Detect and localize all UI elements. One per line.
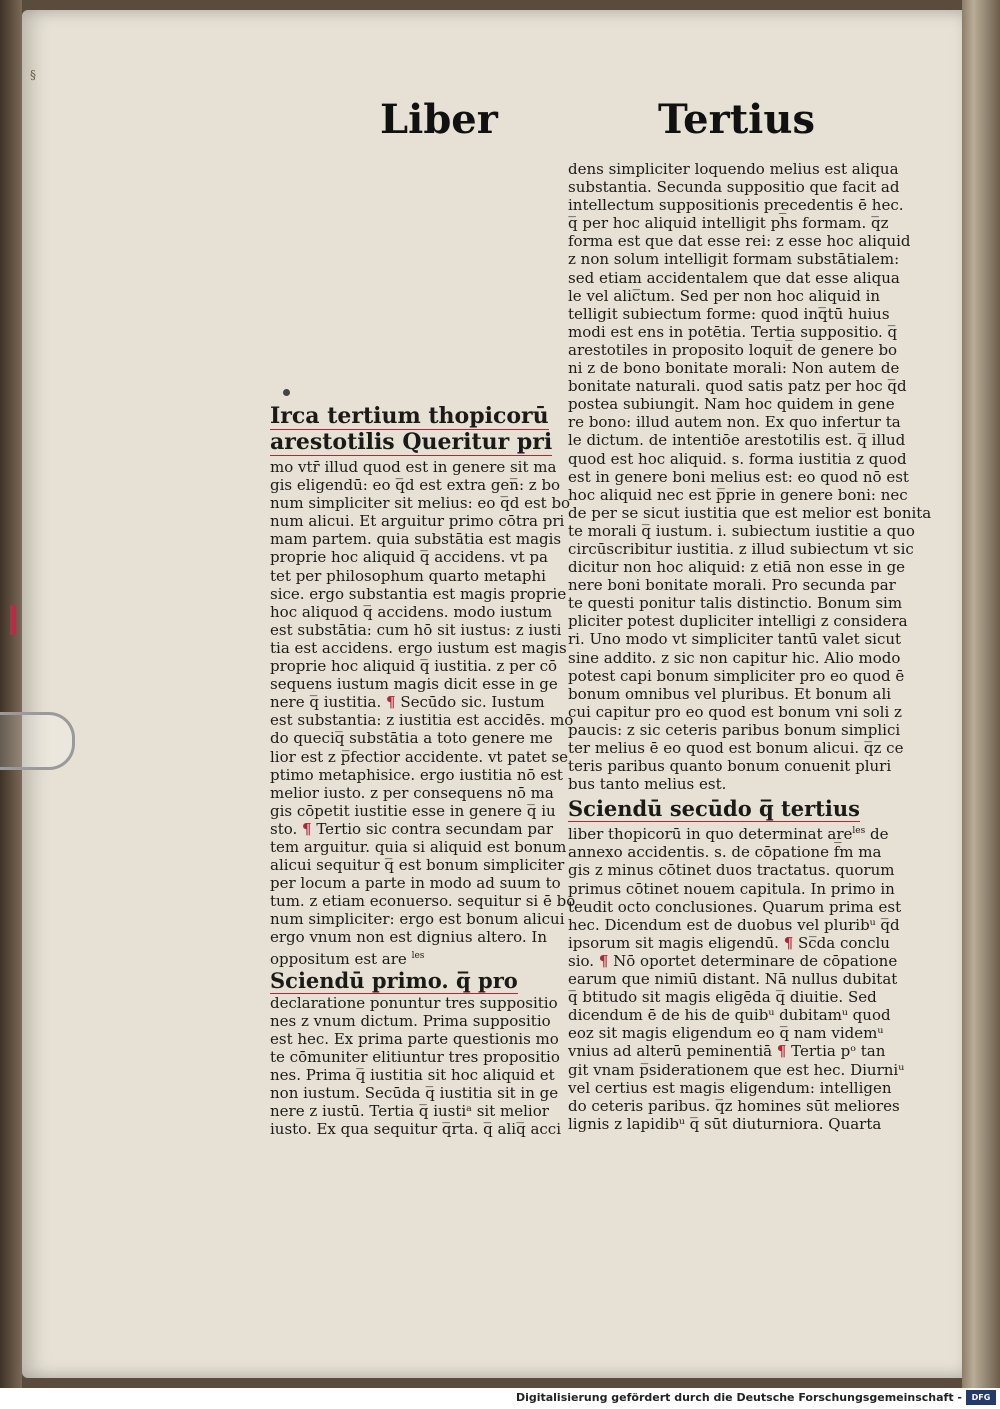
right-line: git vnam p̅siderationem que est hec. Diurniᵘ xyxy=(568,1060,905,1079)
right-line: sine addito. z sic non capitur hic. Alio modo xyxy=(568,648,901,667)
left-line: proprie hoc aliquid q̅ accidens. vt pa xyxy=(270,548,548,567)
left-line: gis cōpetit iustitie esse in genere q̅ iu xyxy=(270,801,556,820)
left-line: ergo vnum non est dignius altero. In xyxy=(270,928,548,947)
right-line: vel certius est magis eligendum: intelligen xyxy=(568,1078,892,1097)
left-line: tet per philosophum quarto metaphi xyxy=(270,566,546,585)
running-head-tertius: Tertius xyxy=(658,96,815,143)
left-line: tia est accidens. ergo iustum est magis xyxy=(270,638,567,657)
left-line: proprie hoc aliquid q̅ iustitia. z per cō xyxy=(270,657,558,676)
left-line: num simpliciter sit melius: eo q̅d est bo xyxy=(270,494,571,513)
right-line: potest capi bonum simpliciter pro eo quod ē xyxy=(568,666,905,685)
left-line: lior est z p̅fectior accidente. vt patet se xyxy=(270,747,569,766)
red-tab-marker xyxy=(10,605,16,635)
right-line: dens simpliciter loquendo melius est aliqua xyxy=(568,160,899,178)
left-line: per locum a parte in modo ad suum to xyxy=(270,874,561,893)
pilcrow-mark: ¶ xyxy=(783,933,794,952)
right-line: hoc aliquid nec est p̅prie in genere boni: nec xyxy=(568,485,908,504)
left-column-lines-a xyxy=(270,458,576,947)
right-line: ter melius ē eo quod est bonum alicui. q̅z ce xyxy=(568,739,904,757)
right-line: primus cōtinet nouem capitula. In primo in xyxy=(568,879,895,898)
left-line: est substātia: cum hō sit iustus: z iusti xyxy=(270,620,562,639)
left-line: melior iusto. z per consequens nō ma xyxy=(270,783,554,802)
pilcrow-mark: ¶ xyxy=(598,951,609,970)
right-line: lignis z lapidibᵘ q̅ sūt diuturniora. Quarta xyxy=(568,1114,882,1133)
right-line: vnius ad alterū peminentiā ¶ Tertia pᵒ tan xyxy=(568,1042,886,1061)
right-line: re bono: illud autem non. Ex quo infertur ta xyxy=(568,413,901,432)
pilcrow-mark: ¶ xyxy=(302,819,312,838)
left-line: ptimo metaphisice. ergo iustitia nō est xyxy=(270,765,563,784)
pilcrow-mark: ¶ xyxy=(776,1042,787,1061)
right-line: dicendum ē de his de quibᵘ dubitamᵘ quod xyxy=(568,1006,891,1025)
left-column-lines-b xyxy=(270,993,561,1139)
section-heading-sciendum-secundo: Sciendū secūdo q̅ tertius xyxy=(568,796,860,822)
right-line: circūscribitur iustitia. z illud subiectum vt sic xyxy=(568,539,914,558)
left-line-are: oppositum est are $^{les}$ xyxy=(270,949,425,968)
left-line: alicui sequitur q̅ est bonum simpliciter xyxy=(270,856,565,875)
right-line: postea subiungit. Nam hoc quidem in gene xyxy=(568,395,895,414)
left-line: tum. z etiam econuerso. sequitur si ē bo xyxy=(270,892,576,911)
right-column xyxy=(568,160,932,1133)
right-line: q̅ btitudo sit magis eligēda q̅ diuitie. Sed xyxy=(568,988,877,1007)
left-line: declaratione ponuntur tres suppositio xyxy=(270,993,558,1012)
ink-dot xyxy=(283,389,290,396)
right-line: modi est ens in potētia. Tertia suppositio. q̅ xyxy=(568,322,898,341)
right-line: nere boni bonitate morali. Pro secunda par xyxy=(568,576,896,595)
right-line: substantia. Secunda suppositio que facit ad xyxy=(568,178,900,197)
left-line: tem arguitur. quia si aliquid est bonum xyxy=(270,837,567,856)
right-line: bonitate naturali. quod satis patz per hoc q̅d xyxy=(568,377,907,396)
right-line: le vel alic̅tum. Sed per non hoc aliquid in xyxy=(568,286,881,305)
right-line: do ceteris paribus. q̅z homines sūt meliores xyxy=(568,1096,900,1115)
right-line: ipsorum sit magis eligendū. ¶ Sc̅da conclu xyxy=(568,933,890,952)
right-line: le dictum. de intentiōe arestotilis est. q̅ illud xyxy=(568,431,906,450)
left-column xyxy=(270,403,576,1139)
left-line: do queciq̅ substātia a toto genere me xyxy=(270,729,553,748)
footer-credit: Digitalisierung gefördert durch die Deutsche Forschungsgemeinschaft - xyxy=(515,1391,962,1404)
right-line: forma est que dat esse rei: z esse hoc aliquid xyxy=(568,232,911,251)
right-line: sed etiam accidentalem que dat esse aliqua xyxy=(568,268,900,287)
dfg-logo: DFG xyxy=(966,1390,996,1405)
right-column-lines-a xyxy=(568,160,932,794)
left-line: non iustum. Secūda q̅ iustitia sit in ge xyxy=(270,1084,559,1103)
paper-clip xyxy=(0,712,75,770)
right-line: eoz sit magis eligendum eo q̅ nam videmᵘ xyxy=(568,1024,884,1043)
left-line: iusto. Ex qua sequitur q̅rta. q̅ aliq̅ acci xyxy=(270,1120,561,1139)
right-line: telligit subiectum forme: quod inq̅tū huius xyxy=(568,304,890,323)
right-column-lines-b xyxy=(568,843,905,1133)
left-line: est hec. Ex prima parte questionis mo xyxy=(270,1029,559,1048)
right-line: arestotiles in proposito loquit̅ de genere bo xyxy=(568,340,898,359)
right-line: gis z minus cōtinet duos tractatus. quorum xyxy=(568,861,895,880)
book-gutter xyxy=(0,0,22,1388)
right-line: teudit octo conclusiones. Quarum prima est xyxy=(568,897,902,916)
running-head-liber: Liber xyxy=(380,96,498,143)
right-line: annexo accidentis. s. de cōpatione f̅m ma xyxy=(568,843,882,862)
right-line: paucis: z sic ceteris paribus bonum simplici xyxy=(568,720,901,739)
opening-heading-line-2: arestotilis Queritur pri xyxy=(270,429,553,455)
right-line: te morali q̅ iustum. i. subiectum iustitie a quo xyxy=(568,521,915,540)
opening-heading-line-1: Irca tertium thopicorū xyxy=(270,403,549,429)
left-line: num alicui. Et arguitur primo cōtra pri xyxy=(270,512,565,531)
left-line: est substantia: z iustitia est accidēs. mo xyxy=(270,711,574,730)
right-line: de per se sicut iustitia que est melior est bonita xyxy=(568,503,932,522)
right-line: est in genere boni melius est: eo quod nō est xyxy=(568,467,909,486)
right-line: teris paribus quanto bonum conuenit pluri xyxy=(568,757,892,776)
right-line: ni z de bono bonitate morali: Non autem de xyxy=(568,359,900,378)
right-line: sio. ¶ Nō oportet determinare de cōpatione xyxy=(568,951,898,970)
right-line: dicitur non hoc aliquid: z etiā non esse in ge xyxy=(568,558,906,577)
left-line: nes z vnum dictum. Prima suppositio xyxy=(270,1011,551,1030)
right-line-liber: liber thopicorū in quo determinat are$^{les}$ de xyxy=(568,825,889,844)
corner-mark: § xyxy=(30,68,36,82)
left-line: hoc aliquod q̅ accidens. modo iustum xyxy=(270,602,553,621)
right-line: hec. Dicendum est de duobus vel pluribᵘ q̅d xyxy=(568,915,900,934)
right-line: pliciter potest dupliciter intelligi z considera xyxy=(568,612,908,631)
right-line: intellectum suppositionis precedentis ē hec. xyxy=(568,196,904,215)
left-line: num simpliciter: ergo est bonum alicui xyxy=(270,910,565,929)
running-head xyxy=(380,96,815,146)
page-edge xyxy=(962,0,1000,1388)
footer-bar xyxy=(0,1388,1000,1409)
left-line: sice. ergo substantia est magis proprie xyxy=(270,584,567,603)
right-line: earum que nimiū distant. Nā nullus dubitat xyxy=(568,970,898,989)
right-line: ri. Uno modo vt simpliciter tantū valet sicut xyxy=(568,630,902,649)
left-line: gis eligendū: eo q̅d est extra gen̅: z bo xyxy=(270,476,561,495)
left-line: nes. Prima q̅ iustitia sit hoc aliquid et xyxy=(270,1066,555,1084)
left-line: sto. ¶ Tertio sic contra secundam par xyxy=(270,819,554,838)
right-line: bonum omnibus vel pluribus. Et bonum ali xyxy=(568,684,892,703)
left-line: te cōmuniter elitiuntur tres propositio xyxy=(270,1047,560,1066)
left-line: mam partem. quia substātia est magis xyxy=(270,530,562,549)
pilcrow-mark: ¶ xyxy=(386,693,396,712)
right-line: bus tanto melius est. xyxy=(568,775,727,794)
right-line: cui capitur pro eo quod est bonum vni soli z xyxy=(568,702,902,721)
right-line: quod est hoc aliquid. s. forma iustitia z quod xyxy=(568,449,907,468)
left-line: sequens iustum magis dicit esse in ge xyxy=(270,675,558,694)
right-line: te questi ponitur talis distinctio. Bonum sim xyxy=(568,594,903,613)
left-line: nere q̅ iustitia. ¶ Secūdo sic. Iustum xyxy=(270,693,545,712)
left-line: nere z iustū. Tertia q̅ iustiᵃ sit melior xyxy=(270,1102,549,1121)
right-line: z non solum intelligit formam substātialem: xyxy=(568,250,900,269)
section-heading-sciendum-primo: Sciendū primo. q̅ pro xyxy=(270,967,518,993)
right-line: q̅ per hoc aliquid intelligit ph̅s formam. q̅z xyxy=(568,214,889,233)
left-line: mo vtr̄ illud quod est in genere sit ma xyxy=(270,458,557,476)
